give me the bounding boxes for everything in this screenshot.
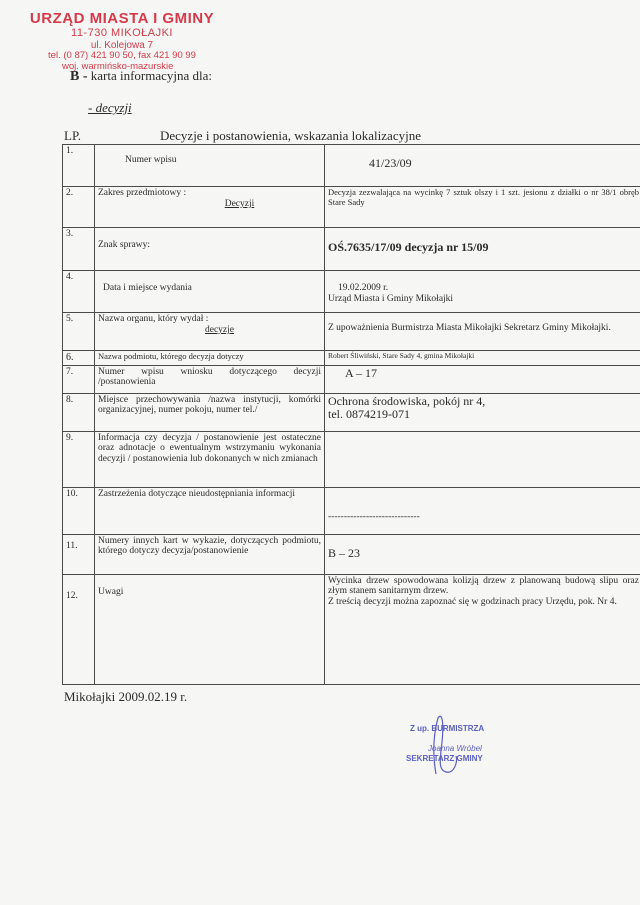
row-value: [325, 351, 640, 366]
row-value-text: Z upoważnienia Burmistrza Miasta Mikołajki Sekretarz Gminy Mikołajki.: [328, 323, 611, 333]
info-table: [62, 144, 640, 685]
place-and-date: Mikołajki 2009.02.19 r.: [64, 689, 188, 704]
row-value-text: Decyzja zezwalająca na wycinkę 7 sztuk olszy i 1 szt. jesionu z działki o nr 38/1 obręb Stare Sady: [328, 187, 639, 207]
row-number: 9.: [63, 431, 95, 487]
row-value-text: Robert Śliwiński, Stare Sady 4, gmina Mikołajki: [328, 351, 475, 360]
stamp-line-1: URZĄD MIASTA I GMINY: [29, 10, 215, 27]
row-number: 4.: [63, 271, 95, 313]
row-label-text: Miejsce przechowywania /nazwa instytucji, komórki organizacyjnej, numer pokoju, numer tel./: [98, 394, 321, 416]
row-label-text: Zastrzeżenia dotyczące nieudostępniania informacji: [98, 488, 296, 499]
row-label-sub: decyzje: [204, 324, 234, 335]
row-value-text: A – 17: [345, 365, 378, 380]
row-label: [95, 534, 325, 574]
table-row: [63, 271, 640, 313]
table-row: [63, 351, 640, 366]
row-value: [325, 431, 640, 487]
signature-stamp: [398, 712, 538, 772]
row-label: [95, 187, 325, 228]
row-label-text: Numer wpisu: [125, 155, 177, 165]
row-value: [325, 271, 640, 313]
row-number: 6.: [63, 351, 95, 366]
lp-label: LP.: [64, 128, 81, 143]
row-number: 7.: [63, 365, 95, 393]
row-value-sub: tel. 0874219-071: [328, 407, 410, 422]
row-label: [95, 487, 325, 534]
row-label: [95, 393, 325, 431]
row-label: [95, 351, 325, 366]
row-value: [325, 187, 640, 228]
row-label-text: Uwagi: [98, 586, 124, 597]
table-row: [63, 187, 640, 228]
row-label-text: Nazwa organu, który wydał :: [98, 314, 209, 324]
table-row: [63, 145, 640, 187]
signature-line-2: Joanna Wróbel: [428, 744, 482, 753]
row-label: [95, 574, 325, 684]
row-label-text: Nazwa podmiotu, którego decyzja dotyczy: [98, 351, 244, 361]
row-value: [325, 393, 640, 431]
row-value-text: 41/23/09: [369, 156, 412, 170]
card-subtitle: - decyzji: [88, 100, 132, 115]
row-value-text: OŚ.7635/17/09 decyzja nr 15/09: [328, 240, 489, 254]
row-value-text: Ochrona środowiska, pokój nr 4,: [328, 393, 486, 408]
table-row: [63, 365, 640, 393]
row-label-text: Numer wpisu wniosku dotyczącego decyzji /postanowienia: [98, 366, 321, 388]
stamp-line-5: woj. warmińsko-mazurskie: [62, 61, 174, 73]
signature-line-3: SEKRETARZ GMINY: [406, 754, 483, 763]
stamp-line-4: tel. (0 87) 421 90 50, fax 421 90 99: [48, 50, 196, 62]
row-label-sub: Decyzji: [224, 198, 255, 209]
row-value-text: B – 23: [328, 545, 361, 560]
row-number: 2.: [63, 187, 95, 228]
row-value: [325, 228, 640, 271]
row-value: [325, 313, 640, 351]
row-value: [325, 574, 640, 684]
stamp-line-3: ul. Kolejowa 7: [90, 39, 154, 51]
row-number: 10.: [63, 487, 95, 534]
table-heading: Decyzje i postanowienia, wskazania lokalizacyjne: [160, 128, 421, 143]
office-stamp: [22, 10, 222, 73]
signature-line-1: Z up. BURMISTRZA: [410, 724, 485, 733]
row-value: [325, 534, 640, 574]
row-label-text: Zakres przedmiotowy :: [98, 188, 187, 198]
row-value-text: -----------------------------: [328, 511, 420, 522]
row-number: 8.: [63, 393, 95, 431]
row-value: [325, 487, 640, 534]
row-label: [95, 431, 325, 487]
row-label: [95, 145, 325, 187]
row-label: [95, 313, 325, 351]
table-row: [63, 487, 640, 534]
stamp-line-2: 11-730 MIKOŁAJKI: [71, 27, 173, 40]
table-row: [63, 393, 640, 431]
row-value: [325, 365, 640, 393]
row-label-text: Znak sprawy:: [98, 240, 150, 250]
card-prefix: B -: [70, 69, 88, 84]
table-row: [63, 574, 640, 684]
table-row: [63, 534, 640, 574]
row-label-text: Numery innych kart w wykazie, dotyczących podmiotu, którego dotyczy decyzja/postanowienie: [98, 535, 321, 557]
row-number: 1.: [63, 145, 95, 187]
table-row: [63, 313, 640, 351]
row-number: 11.: [63, 534, 95, 574]
row-number: 5.: [63, 313, 95, 351]
row-label: [95, 271, 325, 313]
card-title: [70, 68, 212, 85]
row-value-sub: Urząd Miasta i Gminy Mikołajki: [328, 293, 454, 304]
row-label-text: Informacja czy decyzja / postanowienie jest ostateczne oraz adnotacje o ewentualnym wstrzymaniu wykonania decyzji / postanowienia lub dokonanych w nich zmianach: [98, 432, 321, 465]
table-row: [63, 431, 640, 487]
row-value-text: 19.02.2009 r.: [338, 283, 389, 293]
row-value-sub: Z treścią decyzji można zapoznać się w godzinach pracy Urzędu, pok. Nr 4.: [328, 597, 617, 608]
card-title-text: karta informacyjna dla:: [90, 68, 213, 83]
row-number: 3.: [63, 228, 95, 271]
table-row: [63, 228, 640, 271]
row-number: 12.: [63, 574, 95, 684]
row-value: [325, 145, 640, 187]
row-label: [95, 228, 325, 271]
row-value-text: Wycinka drzew spowodowana kolizją drzew z planowaną budową slipu oraz złym stanem sanitarnym drzew.: [328, 575, 639, 597]
row-label-text: Data i miejsce wydania: [103, 283, 192, 293]
row-label: [95, 365, 325, 393]
